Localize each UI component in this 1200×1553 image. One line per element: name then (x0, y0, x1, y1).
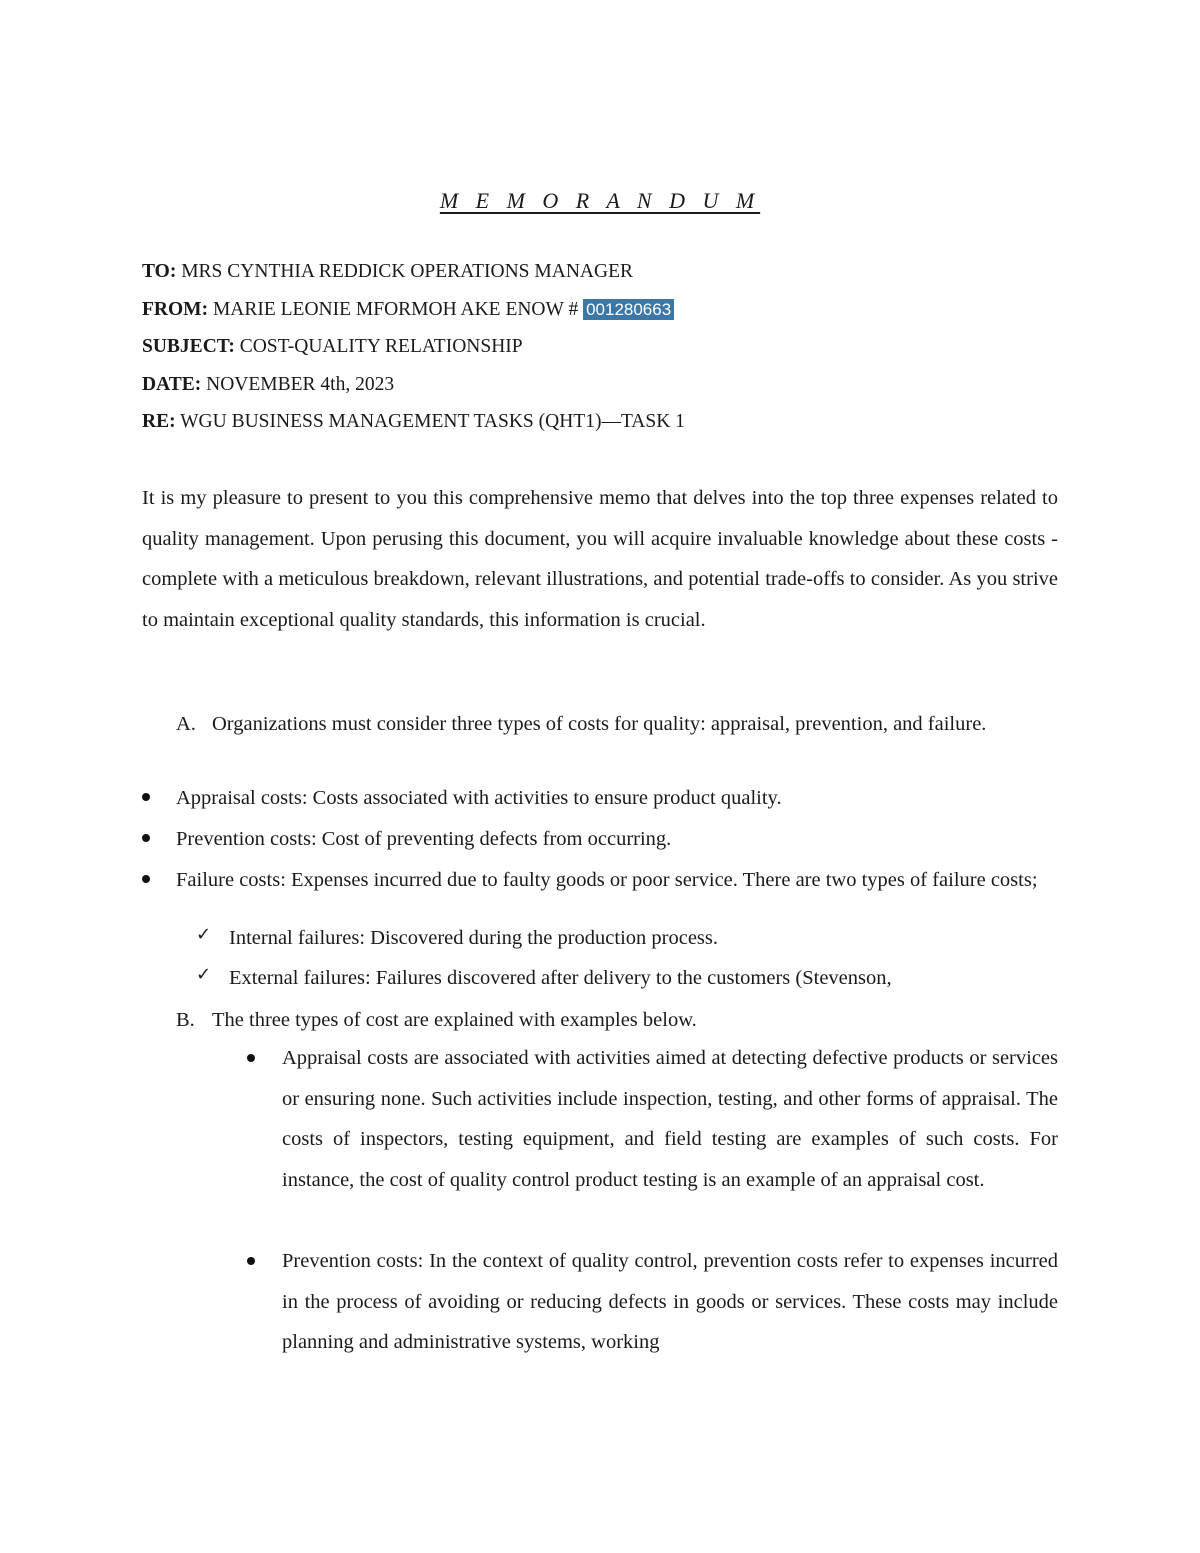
re-value: WGU BUSINESS MANAGEMENT TASKS (QHT1)—TASK 1 (180, 411, 685, 432)
memo-title: M E M O R A N D U M (439, 188, 761, 213)
section-a-marker: A. (176, 713, 196, 735)
section-b-marker: B. (176, 1009, 195, 1031)
to-line (142, 253, 1062, 291)
subject-value: COST-QUALITY RELATIONSHIP (239, 336, 523, 357)
section-a-bullet-prevention: Prevention costs: Cost of preventing defects from occurring. (176, 828, 672, 850)
bullet-icon (247, 1054, 255, 1062)
re-label: RE: (142, 411, 176, 432)
date-line (142, 366, 1062, 404)
bullet-icon (142, 834, 150, 842)
from-line (142, 291, 1062, 329)
re-line (142, 403, 1062, 441)
subject-label: SUBJECT: (142, 336, 235, 357)
from-value: MARIE LEONIE MFORMOH AKE ENOW # (212, 298, 579, 320)
subject-line (142, 328, 1062, 366)
bullet-icon (247, 1257, 255, 1265)
section-a-bullet-appraisal: Appraisal costs: Costs associated with activities to ensure product quality. (176, 787, 782, 809)
from-label: FROM: (142, 298, 209, 320)
checkmark-icon: ✓ (196, 924, 212, 945)
date-label: DATE: (142, 373, 202, 395)
section-a-check-internal: Internal failures: Discovered during the production process. (229, 927, 718, 949)
to-value: MRS CYNTHIA REDDICK OPERATIONS MANAGER (181, 261, 633, 282)
section-a-text: Organizations must consider three types of costs for quality: appraisal, prevention, and failure. (212, 713, 987, 735)
bullet-icon (142, 875, 150, 883)
section-a-bullet-failure: Failure costs: Expenses incurred due to faulty goods or poor service. There are two types of failure costs; (176, 869, 1038, 891)
date-value: NOVEMBER 4th, 2023 (206, 373, 395, 395)
intro-paragraph: It is my pleasure to present to you this comprehensive memo that delves into the top three expenses related to quality management. Upon perusing this document, you will acquire invaluable knowledge about these costs - complete with a meticulous breakdown, relevant illustrations, and potential trade-offs to consider. As you strive to maintain exceptional quality standards, this information is crucial. (142, 487, 1058, 632)
section-a-check-external: External failures: Failures discovered after delivery to the customers (Stevenson, (229, 967, 892, 989)
memo-header (142, 253, 1062, 441)
checkmark-icon: ✓ (196, 964, 212, 985)
section-b-bullet-appraisal: Appraisal costs are associated with activities aimed at detecting defective products or services or ensuring none. Such activities include inspection, testing, and other forms of appraisal. The costs of inspectors, testing equipment, and field testing are examples of such costs. For instance, the cost of quality control product testing is an example of an appraisal cost. (282, 1047, 1058, 1192)
section-b-bullet-prevention: Prevention costs: In the context of quality control, prevention costs refer to expenses incurred in the process of avoiding or reducing defects in goods or services. These costs may include planning and administrative systems, working (282, 1250, 1058, 1354)
to-label: TO: (142, 261, 177, 282)
bullet-icon (142, 793, 150, 801)
section-b-text: The three types of cost are explained with examples below. (212, 1009, 697, 1031)
student-id-highlight[interactable]: 001280663 (583, 299, 674, 320)
